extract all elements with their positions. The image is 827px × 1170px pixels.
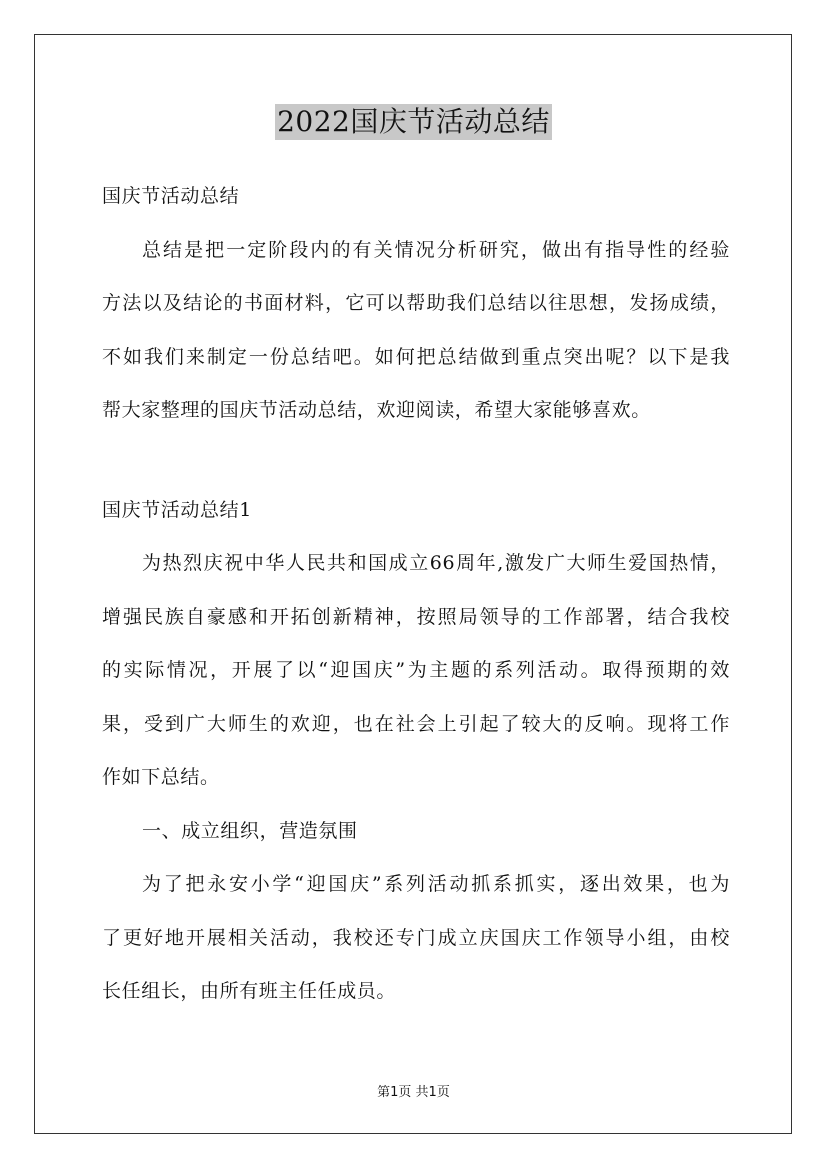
page-footer (0, 1084, 827, 1102)
intro-line-2: 方法以及结论的书面材料，它可以帮助我们总结以往思想，发扬成绩， (102, 292, 730, 314)
para1-line-4: 果，受到广大师生的欢迎，也在社会上引起了较大的反响。现将工作 (102, 712, 730, 735)
para2-line-1: 为了把永安小学“迎国庆”系列活动抓系抓实，逐出效果，也为 (142, 873, 730, 895)
para2-line-2: 了更好地开展相关活动，我校还专门成立庆国庆工作领导小组，由校 (102, 926, 730, 949)
para1-line-3: 的实际情况，开展了以“迎国庆”为主题的系列活动。取得预期的效 (102, 659, 730, 681)
title-container (0, 104, 827, 140)
para1-line-2: 增强民族自豪感和开拓创新精神，按照局领导的工作部署，结合我校 (102, 605, 730, 628)
page-number: 第1页 共1页 (377, 1085, 450, 1100)
para2-line-3: 长任组长，由所有班主任任成员。 (102, 980, 397, 1002)
intro-line-4: 帮大家整理的国庆节活动总结，欢迎阅读，希望大家能够喜欢。 (102, 399, 651, 421)
document-body (102, 170, 730, 1019)
section-heading: 国庆节活动总结1 (102, 498, 252, 521)
para1-line-1: 为热烈庆祝中华人民共和国成立66周年,激发广大师生爱国热情， (142, 552, 730, 574)
intro-line-3: 不如我们来制定一份总结吧。如何把总结做到重点突出呢？以下是我 (102, 345, 730, 368)
section-heading: 国庆节活动总结 (102, 185, 240, 207)
intro-line-1: 总结是把一定阶段内的有关情况分析研究，做出有指导性的经验 (142, 238, 730, 261)
para1-line-5: 作如下总结。 (102, 766, 220, 788)
subsection-heading: 一、成立组织，营造氛围 (142, 819, 358, 842)
document-title: 2022国庆节活动总结 (277, 105, 550, 138)
paragraph-gap (102, 438, 730, 484)
